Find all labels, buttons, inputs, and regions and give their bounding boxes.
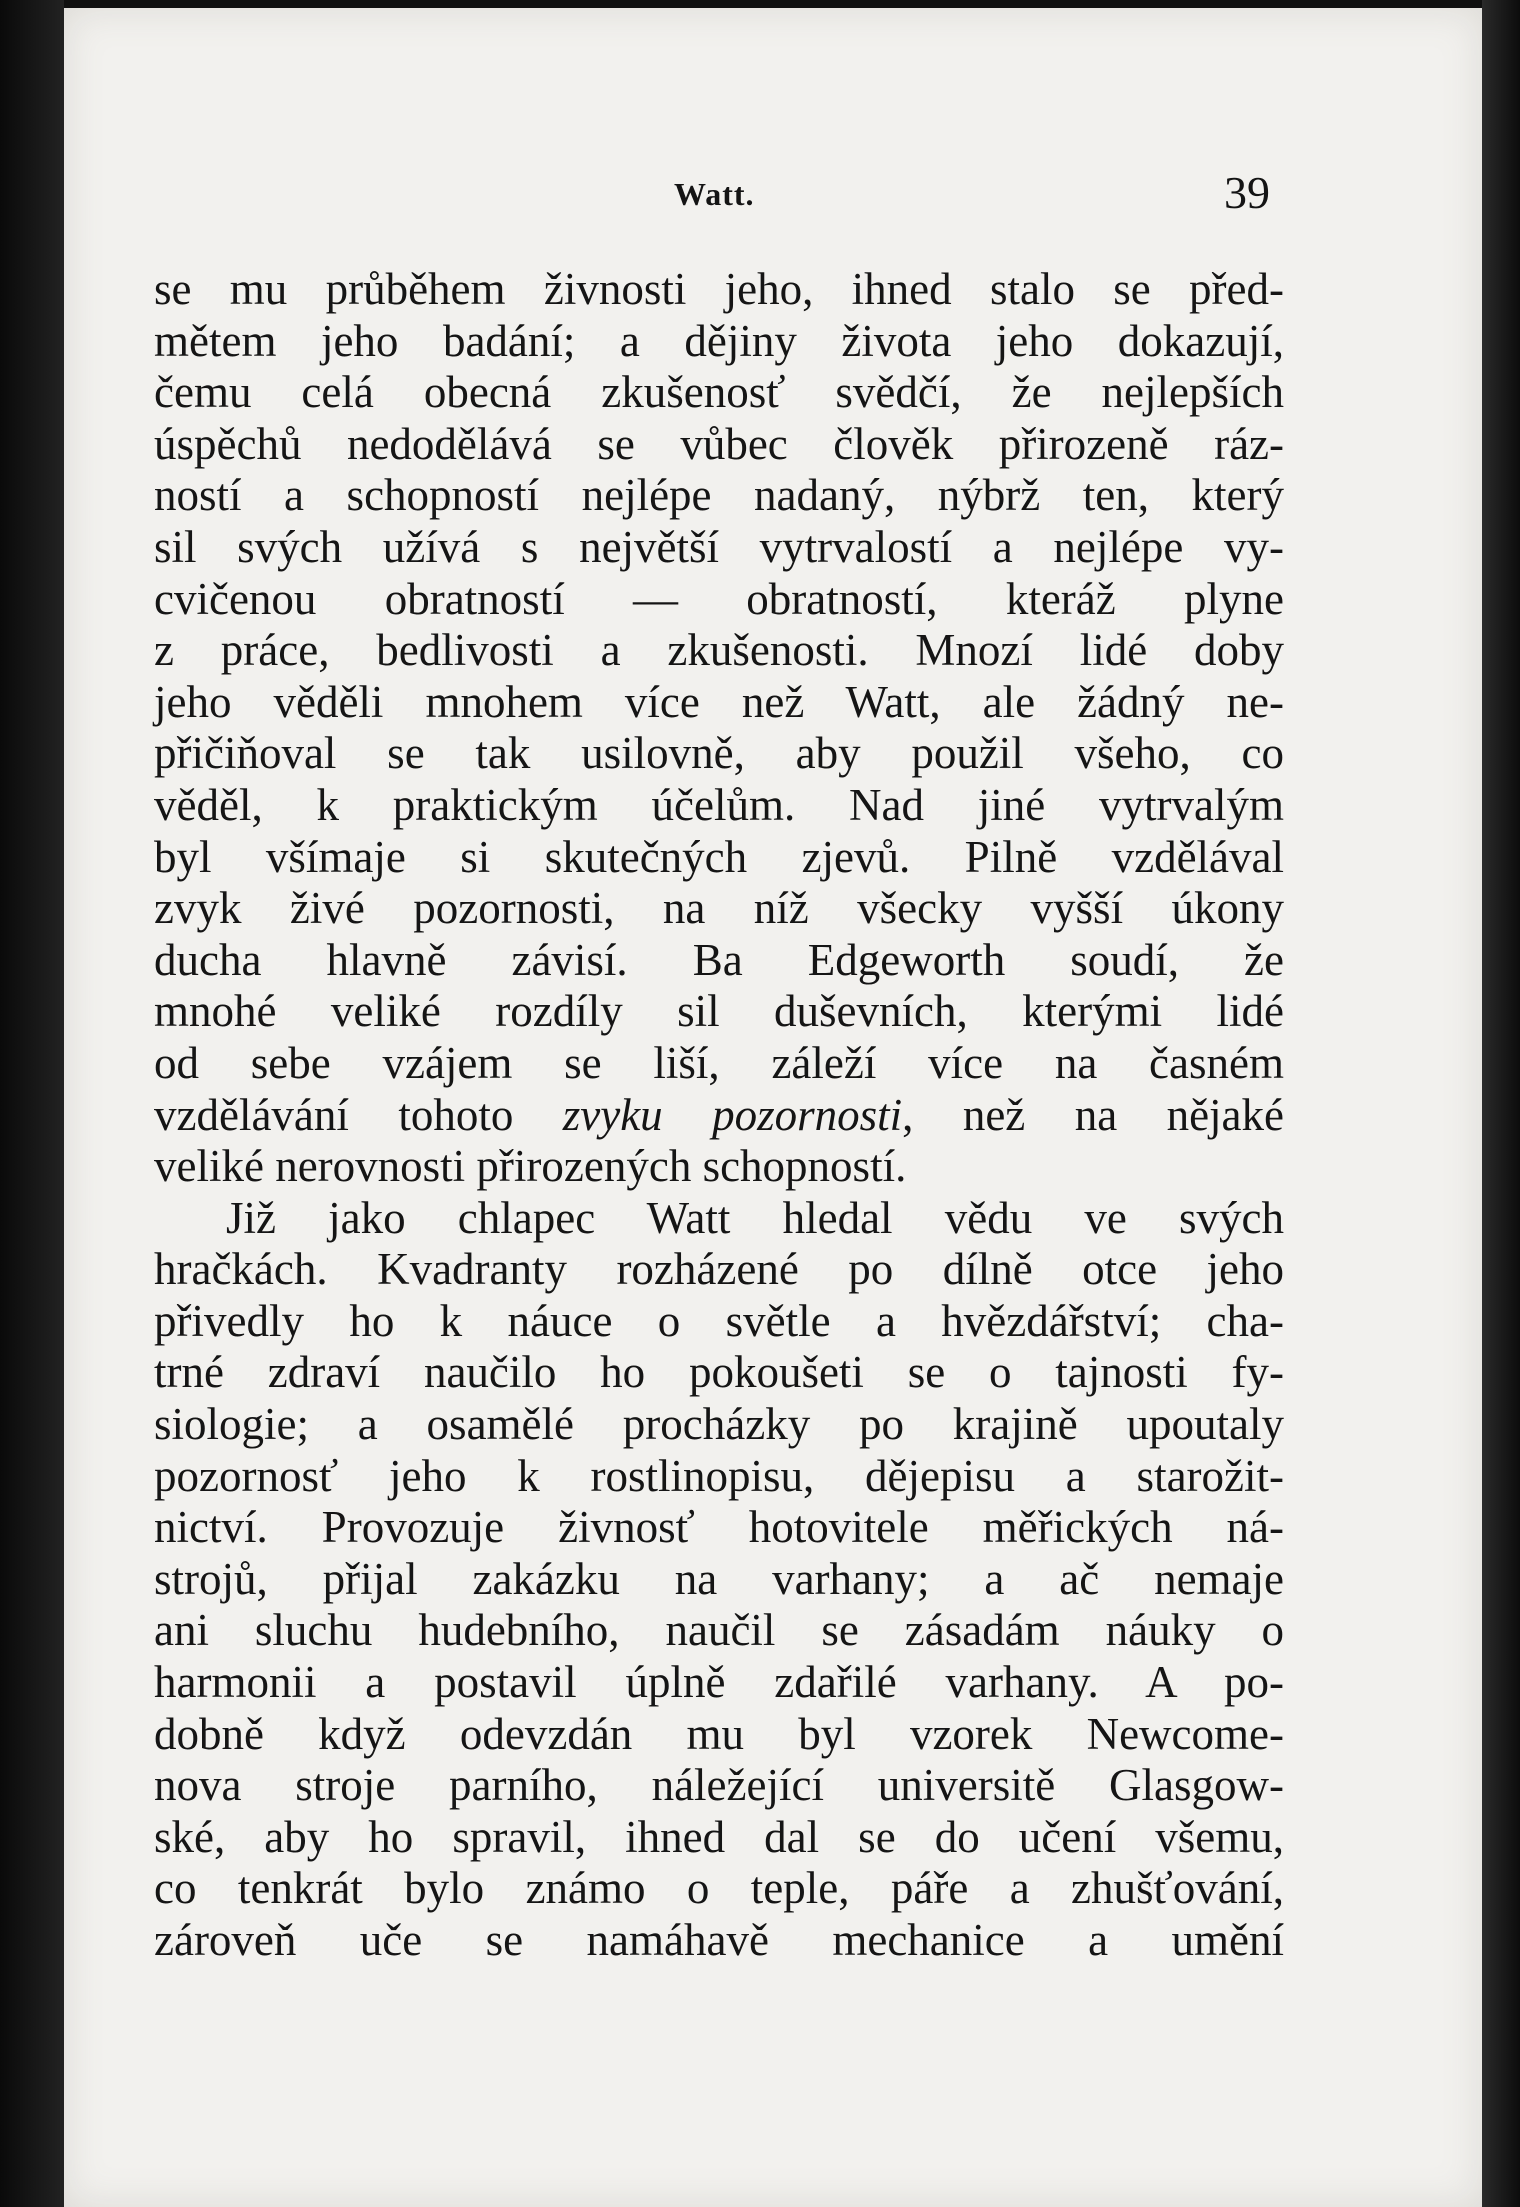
text-line: ducha hlavně závisí. Ba Edgeworth soudí, že <box>154 934 1284 985</box>
text-line: od sebe vzájem se liší, záleží více na časném <box>154 1037 1284 1088</box>
text-line: hračkách. Kvadranty rozházené po dílně otce jeho <box>154 1244 1284 1295</box>
text-line: siologie; a osamělé procházky po krajině upoutaly <box>154 1399 1284 1450</box>
page-number: 39 <box>1224 167 1270 218</box>
text-line: čemu celá obecná zkušenosť svědčí, že nejlepších <box>154 367 1284 418</box>
running-head: Watt. <box>674 176 755 212</box>
book-page <box>64 8 1482 2207</box>
left-scan-edge <box>0 0 64 2207</box>
text-line: nictví. Provozuje živnosť hotovitele měřických ná- <box>154 1502 1284 1553</box>
text-line: trné zdraví naučilo ho pokoušeti se o tajnosti fy- <box>154 1347 1284 1398</box>
text-line: přičiňoval se tak usilovně, aby použil všeho, co <box>154 728 1284 779</box>
italic-phrase: zvyku pozornosti <box>562 1089 903 1140</box>
text-line: byl všímaje si skutečných zjevů. Pilně vzdělával <box>154 831 1284 882</box>
text-line: harmonii a postavil úplně zdařilé varhany. A po- <box>154 1657 1284 1708</box>
text-line: mětem jeho badání; a dějiny života jeho dokazují, <box>154 315 1284 366</box>
text-line: sil svých užívá s největší vytrvalostí a nejlépe vy- <box>154 521 1284 572</box>
paragraph-start-line: Již jako chlapec Watt hledal vědu ve svých <box>226 1192 1284 1243</box>
text-line: věděl, k praktickým účelům. Nad jiné vytrvalým <box>154 779 1284 830</box>
text-line-emphasis <box>154 1090 1284 1142</box>
text-line: ani sluchu hudebního, naučil se zásadám náuky o <box>154 1605 1284 1656</box>
text-line: strojů, přijal zakázku na varhany; a ač nemaje <box>154 1553 1284 1604</box>
text-line: dobně když odevzdán mu byl vzorek Newcome- <box>154 1708 1284 1759</box>
text-segment: , než na nějaké <box>902 1089 1285 1140</box>
text-line: jeho věděli mnohem více než Watt, ale žádný ne- <box>154 676 1284 727</box>
text-line: nova stroje parního, náležející universitě Glasgow- <box>154 1760 1284 1811</box>
text-line: mnohé veliké rozdíly sil duševních, kterými lidé <box>154 986 1284 1037</box>
paragraph-end-line: veliké nerovnosti přirozených schopností. <box>154 1141 907 1192</box>
text-line: zároveň uče se namáhavě mechanice a umění <box>154 1915 1284 1965</box>
text-line: přivedly ho k náuce o světle a hvězdářství; cha- <box>154 1295 1284 1346</box>
body-text <box>154 264 1284 1967</box>
text-line: cvičenou obratností — obratností, kteráž plyne <box>154 573 1284 624</box>
text-line: z práce, bedlivosti a zkušenosti. Mnozí lidé doby <box>154 625 1284 676</box>
text-line: pozornosť jeho k rostlinopisu, dějepisu a starožit- <box>154 1450 1284 1501</box>
text-segment: vzdělávání tohoto <box>154 1089 563 1140</box>
page-header <box>64 167 1482 236</box>
right-scan-edge <box>1482 0 1520 2207</box>
text-line: ností a schopností nejlépe nadaný, nýbrž ten, který <box>154 470 1284 521</box>
text-line: úspěchů nedodělává se vůbec člověk přirozeně ráz- <box>154 418 1284 469</box>
text-line: co tenkrát bylo známo o teple, páře a zhušťování, <box>154 1863 1284 1914</box>
text-line: zvyk živé pozornosti, na níž všecky vyšší úkony <box>154 883 1284 934</box>
text-line: ské, aby ho spravil, ihned dal se do učení všemu, <box>154 1811 1284 1862</box>
text-line: se mu průběhem živnosti jeho, ihned stalo se před- <box>154 264 1284 314</box>
